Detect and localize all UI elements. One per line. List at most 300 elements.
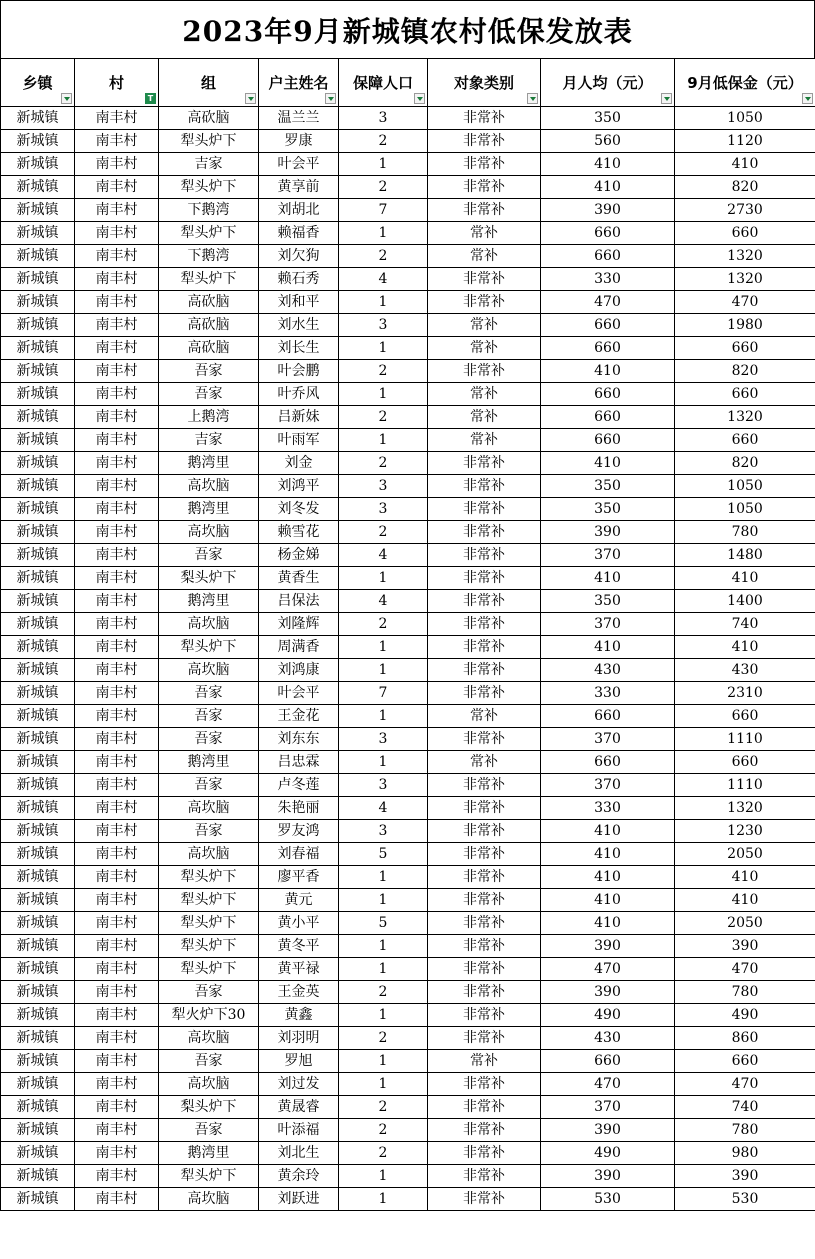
table-cell[interactable]: 南丰村 xyxy=(75,1027,159,1050)
table-cell[interactable]: 南丰村 xyxy=(75,705,159,728)
table-cell[interactable]: 犁头炉下 xyxy=(159,958,259,981)
table-cell[interactable]: 非常补 xyxy=(428,475,541,498)
table-cell[interactable]: 新城镇 xyxy=(1,981,75,1004)
table-cell[interactable]: 吾家 xyxy=(159,1119,259,1142)
table-cell[interactable]: 350 xyxy=(541,107,675,130)
table-cell[interactable]: 新城镇 xyxy=(1,613,75,636)
table-cell[interactable]: 2730 xyxy=(675,199,815,222)
table-cell[interactable]: 新城镇 xyxy=(1,1142,75,1165)
table-cell[interactable]: 新城镇 xyxy=(1,475,75,498)
table-cell[interactable]: 470 xyxy=(675,958,815,981)
table-cell[interactable]: 2 xyxy=(339,981,428,1004)
table-cell[interactable]: 660 xyxy=(541,337,675,360)
table-cell[interactable]: 410 xyxy=(541,866,675,889)
table-cell[interactable]: 吾家 xyxy=(159,682,259,705)
table-cell[interactable]: 高坎脑 xyxy=(159,797,259,820)
table-cell[interactable]: 犁头炉下 xyxy=(159,268,259,291)
table-cell[interactable]: 非常补 xyxy=(428,590,541,613)
table-cell[interactable]: 常补 xyxy=(428,222,541,245)
table-cell[interactable]: 新城镇 xyxy=(1,820,75,843)
table-cell[interactable]: 犁头炉下 xyxy=(159,222,259,245)
table-cell[interactable]: 新城镇 xyxy=(1,498,75,521)
table-cell[interactable]: 3 xyxy=(339,728,428,751)
table-cell[interactable]: 非常补 xyxy=(428,958,541,981)
table-cell[interactable]: 南丰村 xyxy=(75,1142,159,1165)
table-cell[interactable]: 高砍脑 xyxy=(159,107,259,130)
table-cell[interactable]: 吾家 xyxy=(159,705,259,728)
table-cell[interactable]: 非常补 xyxy=(428,682,541,705)
table-cell[interactable]: 860 xyxy=(675,1027,815,1050)
table-cell[interactable]: 470 xyxy=(541,958,675,981)
table-cell[interactable]: 390 xyxy=(541,521,675,544)
table-cell[interactable]: 410 xyxy=(675,889,815,912)
table-cell[interactable]: 470 xyxy=(541,291,675,314)
table-cell[interactable]: 犁头炉下 xyxy=(159,912,259,935)
table-cell[interactable]: 490 xyxy=(541,1004,675,1027)
table-cell[interactable]: 430 xyxy=(541,1027,675,1050)
table-cell[interactable]: 高坎脑 xyxy=(159,1073,259,1096)
table-cell[interactable]: 1 xyxy=(339,222,428,245)
table-cell[interactable]: 2 xyxy=(339,1142,428,1165)
table-cell[interactable]: 吾家 xyxy=(159,360,259,383)
table-cell[interactable]: 非常补 xyxy=(428,1027,541,1050)
table-cell[interactable]: 820 xyxy=(675,360,815,383)
table-cell[interactable]: 660 xyxy=(541,383,675,406)
table-cell[interactable]: 吾家 xyxy=(159,774,259,797)
table-cell[interactable]: 常补 xyxy=(428,406,541,429)
table-cell[interactable]: 南丰村 xyxy=(75,1165,159,1188)
table-cell[interactable]: 高坎脑 xyxy=(159,1188,259,1211)
table-cell[interactable]: 刘北生 xyxy=(259,1142,339,1165)
table-cell[interactable]: 刘长生 xyxy=(259,337,339,360)
table-cell[interactable]: 660 xyxy=(675,429,815,452)
table-cell[interactable]: 吾家 xyxy=(159,544,259,567)
table-cell[interactable]: 王金花 xyxy=(259,705,339,728)
table-cell[interactable]: 朱艳丽 xyxy=(259,797,339,820)
table-cell[interactable]: 3 xyxy=(339,107,428,130)
table-cell[interactable]: 犁头炉下 xyxy=(159,889,259,912)
table-cell[interactable]: 1320 xyxy=(675,797,815,820)
table-cell[interactable]: 新城镇 xyxy=(1,1188,75,1211)
table-cell[interactable]: 2 xyxy=(339,130,428,153)
table-cell[interactable]: 1 xyxy=(339,153,428,176)
table-cell[interactable]: 非常补 xyxy=(428,1096,541,1119)
table-cell[interactable]: 刘过发 xyxy=(259,1073,339,1096)
table-cell[interactable]: 新城镇 xyxy=(1,797,75,820)
table-cell[interactable]: 390 xyxy=(675,935,815,958)
table-cell[interactable]: 非常补 xyxy=(428,567,541,590)
table-cell[interactable]: 鹅湾里 xyxy=(159,590,259,613)
table-cell[interactable]: 660 xyxy=(541,222,675,245)
table-cell[interactable]: 非常补 xyxy=(428,820,541,843)
table-cell[interactable]: 390 xyxy=(541,981,675,1004)
table-cell[interactable]: 390 xyxy=(541,199,675,222)
table-cell[interactable]: 非常补 xyxy=(428,1142,541,1165)
table-cell[interactable]: 南丰村 xyxy=(75,1073,159,1096)
table-cell[interactable]: 4 xyxy=(339,797,428,820)
table-cell[interactable]: 1050 xyxy=(675,498,815,521)
table-cell[interactable]: 南丰村 xyxy=(75,268,159,291)
table-cell[interactable]: 新城镇 xyxy=(1,1119,75,1142)
table-cell[interactable]: 2 xyxy=(339,176,428,199)
table-cell[interactable]: 南丰村 xyxy=(75,383,159,406)
table-cell[interactable]: 南丰村 xyxy=(75,774,159,797)
table-cell[interactable]: 新城镇 xyxy=(1,222,75,245)
table-cell[interactable]: 1 xyxy=(339,1165,428,1188)
table-cell[interactable]: 南丰村 xyxy=(75,659,159,682)
table-cell[interactable]: 新城镇 xyxy=(1,130,75,153)
table-cell[interactable]: 1120 xyxy=(675,130,815,153)
table-cell[interactable]: 新城镇 xyxy=(1,268,75,291)
table-cell[interactable]: 叶会平 xyxy=(259,682,339,705)
table-cell[interactable]: 非常补 xyxy=(428,1188,541,1211)
table-cell[interactable]: 新城镇 xyxy=(1,889,75,912)
table-cell[interactable]: 赖石秀 xyxy=(259,268,339,291)
table-cell[interactable]: 南丰村 xyxy=(75,1188,159,1211)
table-cell[interactable]: 南丰村 xyxy=(75,222,159,245)
table-cell[interactable]: 740 xyxy=(675,1096,815,1119)
table-cell[interactable]: 350 xyxy=(541,590,675,613)
table-cell[interactable]: 吉家 xyxy=(159,153,259,176)
table-cell[interactable]: 新城镇 xyxy=(1,705,75,728)
table-cell[interactable]: 黄平禄 xyxy=(259,958,339,981)
table-cell[interactable]: 660 xyxy=(541,314,675,337)
table-cell[interactable]: 780 xyxy=(675,1119,815,1142)
table-cell[interactable]: 高坎脑 xyxy=(159,1027,259,1050)
table-cell[interactable]: 吾家 xyxy=(159,820,259,843)
table-cell[interactable]: 非常补 xyxy=(428,935,541,958)
table-cell[interactable]: 刘冬发 xyxy=(259,498,339,521)
table-cell[interactable]: 430 xyxy=(675,659,815,682)
table-cell[interactable]: 叶会鹏 xyxy=(259,360,339,383)
table-cell[interactable]: 犁头炉下 xyxy=(159,636,259,659)
table-cell[interactable]: 3 xyxy=(339,820,428,843)
table-cell[interactable]: 350 xyxy=(541,475,675,498)
table-cell[interactable]: 370 xyxy=(541,728,675,751)
table-cell[interactable]: 高砍脑 xyxy=(159,291,259,314)
table-cell[interactable]: 1050 xyxy=(675,107,815,130)
table-cell[interactable]: 高坎脑 xyxy=(159,475,259,498)
table-cell[interactable]: 南丰村 xyxy=(75,567,159,590)
table-cell[interactable]: 新城镇 xyxy=(1,958,75,981)
table-cell[interactable]: 吕新妹 xyxy=(259,406,339,429)
table-cell[interactable]: 新城镇 xyxy=(1,774,75,797)
table-cell[interactable]: 新城镇 xyxy=(1,912,75,935)
table-cell[interactable]: 820 xyxy=(675,176,815,199)
table-cell[interactable]: 刘春福 xyxy=(259,843,339,866)
table-cell[interactable]: 非常补 xyxy=(428,981,541,1004)
table-cell[interactable]: 1 xyxy=(339,705,428,728)
table-cell[interactable]: 2310 xyxy=(675,682,815,705)
table-cell[interactable]: 南丰村 xyxy=(75,751,159,774)
table-cell[interactable]: 高砍脑 xyxy=(159,314,259,337)
table-cell[interactable]: 南丰村 xyxy=(75,682,159,705)
table-cell[interactable]: 非常补 xyxy=(428,728,541,751)
table-cell[interactable]: 新城镇 xyxy=(1,360,75,383)
filter-dropdown-icon[interactable] xyxy=(61,93,72,104)
table-cell[interactable]: 非常补 xyxy=(428,452,541,475)
table-cell[interactable]: 吾家 xyxy=(159,728,259,751)
table-cell[interactable]: 刘和平 xyxy=(259,291,339,314)
table-cell[interactable]: 周满香 xyxy=(259,636,339,659)
table-cell[interactable]: 非常补 xyxy=(428,130,541,153)
table-cell[interactable]: 南丰村 xyxy=(75,130,159,153)
table-cell[interactable]: 南丰村 xyxy=(75,153,159,176)
table-cell[interactable]: 390 xyxy=(541,935,675,958)
table-cell[interactable]: 常补 xyxy=(428,429,541,452)
table-cell[interactable]: 2 xyxy=(339,521,428,544)
table-cell[interactable]: 上鹅湾 xyxy=(159,406,259,429)
table-cell[interactable]: 新城镇 xyxy=(1,1096,75,1119)
filter-dropdown-icon[interactable] xyxy=(414,93,425,104)
table-cell[interactable]: 新城镇 xyxy=(1,337,75,360)
table-cell[interactable]: 1 xyxy=(339,291,428,314)
table-cell[interactable]: 660 xyxy=(541,705,675,728)
table-cell[interactable]: 南丰村 xyxy=(75,613,159,636)
table-cell[interactable]: 1 xyxy=(339,636,428,659)
table-cell[interactable]: 刘欠狗 xyxy=(259,245,339,268)
table-cell[interactable]: 常补 xyxy=(428,337,541,360)
table-cell[interactable]: 刘鸿平 xyxy=(259,475,339,498)
table-cell[interactable]: 新城镇 xyxy=(1,1165,75,1188)
table-cell[interactable]: 黄余玲 xyxy=(259,1165,339,1188)
table-cell[interactable]: 非常补 xyxy=(428,268,541,291)
table-cell[interactable]: 660 xyxy=(541,1050,675,1073)
table-cell[interactable]: 2 xyxy=(339,360,428,383)
table-cell[interactable]: 黄晟睿 xyxy=(259,1096,339,1119)
table-cell[interactable]: 常补 xyxy=(428,705,541,728)
table-cell[interactable]: 非常补 xyxy=(428,176,541,199)
table-cell[interactable]: 非常补 xyxy=(428,774,541,797)
table-cell[interactable]: 980 xyxy=(675,1142,815,1165)
table-cell[interactable]: 2 xyxy=(339,452,428,475)
table-cell[interactable]: 鹅湾里 xyxy=(159,751,259,774)
table-cell[interactable]: 南丰村 xyxy=(75,797,159,820)
table-cell[interactable]: 罗康 xyxy=(259,130,339,153)
table-cell[interactable]: 1 xyxy=(339,337,428,360)
table-cell[interactable]: 410 xyxy=(541,567,675,590)
table-cell[interactable]: 370 xyxy=(541,774,675,797)
table-cell[interactable]: 叶会平 xyxy=(259,153,339,176)
table-cell[interactable]: 南丰村 xyxy=(75,590,159,613)
table-cell[interactable]: 1110 xyxy=(675,774,815,797)
table-cell[interactable]: 南丰村 xyxy=(75,866,159,889)
table-cell[interactable]: 鹅湾里 xyxy=(159,498,259,521)
table-cell[interactable]: 非常补 xyxy=(428,199,541,222)
table-cell[interactable]: 新城镇 xyxy=(1,1050,75,1073)
table-cell[interactable]: 410 xyxy=(541,452,675,475)
table-cell[interactable]: 7 xyxy=(339,682,428,705)
table-cell[interactable]: 南丰村 xyxy=(75,1096,159,1119)
table-cell[interactable]: 非常补 xyxy=(428,843,541,866)
table-cell[interactable]: 1320 xyxy=(675,245,815,268)
table-cell[interactable]: 410 xyxy=(675,153,815,176)
table-cell[interactable]: 犁火炉下30 xyxy=(159,1004,259,1027)
table-cell[interactable]: 黄冬平 xyxy=(259,935,339,958)
table-cell[interactable]: 330 xyxy=(541,682,675,705)
filter-dropdown-icon[interactable] xyxy=(802,93,813,104)
table-cell[interactable]: 南丰村 xyxy=(75,636,159,659)
table-cell[interactable]: 南丰村 xyxy=(75,498,159,521)
table-cell[interactable]: 刘鸿康 xyxy=(259,659,339,682)
table-cell[interactable]: 新城镇 xyxy=(1,1004,75,1027)
table-cell[interactable]: 犁头炉下 xyxy=(159,130,259,153)
table-cell[interactable]: 370 xyxy=(541,613,675,636)
table-cell[interactable]: 660 xyxy=(675,1050,815,1073)
filter-dropdown-icon[interactable] xyxy=(661,93,672,104)
table-cell[interactable]: 410 xyxy=(541,843,675,866)
table-cell[interactable]: 非常补 xyxy=(428,107,541,130)
table-cell[interactable]: 南丰村 xyxy=(75,889,159,912)
table-cell[interactable]: 南丰村 xyxy=(75,176,159,199)
table-cell[interactable]: 非常补 xyxy=(428,636,541,659)
table-cell[interactable]: 黄鑫 xyxy=(259,1004,339,1027)
table-cell[interactable]: 390 xyxy=(675,1165,815,1188)
table-cell[interactable]: 新城镇 xyxy=(1,659,75,682)
table-cell[interactable]: 南丰村 xyxy=(75,452,159,475)
table-cell[interactable]: 南丰村 xyxy=(75,475,159,498)
table-cell[interactable]: 非常补 xyxy=(428,659,541,682)
table-cell[interactable]: 新城镇 xyxy=(1,452,75,475)
table-cell[interactable]: 410 xyxy=(541,176,675,199)
table-cell[interactable]: 刘金 xyxy=(259,452,339,475)
table-cell[interactable]: 2050 xyxy=(675,912,815,935)
table-cell[interactable]: 梨头炉下 xyxy=(159,1096,259,1119)
table-cell[interactable]: 叶雨军 xyxy=(259,429,339,452)
table-cell[interactable]: 410 xyxy=(675,567,815,590)
table-cell[interactable]: 410 xyxy=(675,866,815,889)
table-cell[interactable]: 黄香生 xyxy=(259,567,339,590)
table-cell[interactable]: 5 xyxy=(339,843,428,866)
table-cell[interactable]: 新城镇 xyxy=(1,176,75,199)
table-cell[interactable]: 南丰村 xyxy=(75,981,159,1004)
table-cell[interactable]: 新城镇 xyxy=(1,521,75,544)
table-cell[interactable]: 卢冬莲 xyxy=(259,774,339,797)
table-cell[interactable]: 叶添福 xyxy=(259,1119,339,1142)
table-cell[interactable]: 3 xyxy=(339,475,428,498)
table-cell[interactable]: 南丰村 xyxy=(75,314,159,337)
table-cell[interactable]: 新城镇 xyxy=(1,728,75,751)
table-cell[interactable]: 330 xyxy=(541,797,675,820)
table-cell[interactable]: 新城镇 xyxy=(1,291,75,314)
table-cell[interactable]: 1050 xyxy=(675,475,815,498)
table-cell[interactable]: 刘隆辉 xyxy=(259,613,339,636)
table-cell[interactable]: 新城镇 xyxy=(1,153,75,176)
table-cell[interactable]: 南丰村 xyxy=(75,245,159,268)
table-cell[interactable]: 1480 xyxy=(675,544,815,567)
table-cell[interactable]: 530 xyxy=(675,1188,815,1211)
table-cell[interactable]: 南丰村 xyxy=(75,728,159,751)
table-cell[interactable]: 叶乔风 xyxy=(259,383,339,406)
table-cell[interactable]: 常补 xyxy=(428,751,541,774)
table-cell[interactable]: 非常补 xyxy=(428,912,541,935)
table-cell[interactable]: 660 xyxy=(675,383,815,406)
table-cell[interactable]: 350 xyxy=(541,498,675,521)
table-cell[interactable]: 高坎脑 xyxy=(159,843,259,866)
table-cell[interactable]: 刘水生 xyxy=(259,314,339,337)
table-cell[interactable]: 新城镇 xyxy=(1,406,75,429)
table-cell[interactable]: 南丰村 xyxy=(75,199,159,222)
table-cell[interactable]: 南丰村 xyxy=(75,107,159,130)
table-cell[interactable]: 2 xyxy=(339,1119,428,1142)
table-cell[interactable]: 410 xyxy=(541,889,675,912)
table-cell[interactable]: 非常补 xyxy=(428,521,541,544)
table-cell[interactable]: 南丰村 xyxy=(75,337,159,360)
table-cell[interactable]: 3 xyxy=(339,498,428,521)
table-cell[interactable]: 1110 xyxy=(675,728,815,751)
table-cell[interactable]: 非常补 xyxy=(428,866,541,889)
table-cell[interactable]: 南丰村 xyxy=(75,291,159,314)
table-cell[interactable]: 南丰村 xyxy=(75,1119,159,1142)
table-cell[interactable]: 470 xyxy=(541,1073,675,1096)
table-cell[interactable]: 南丰村 xyxy=(75,360,159,383)
table-cell[interactable]: 410 xyxy=(541,636,675,659)
table-cell[interactable]: 非常补 xyxy=(428,498,541,521)
table-cell[interactable]: 非常补 xyxy=(428,889,541,912)
table-cell[interactable]: 2 xyxy=(339,613,428,636)
table-cell[interactable]: 吕保法 xyxy=(259,590,339,613)
table-cell[interactable]: 非常补 xyxy=(428,1165,541,1188)
table-cell[interactable]: 新城镇 xyxy=(1,567,75,590)
table-cell[interactable]: 560 xyxy=(541,130,675,153)
filter-dropdown-icon[interactable] xyxy=(527,93,538,104)
table-cell[interactable]: 820 xyxy=(675,452,815,475)
table-cell[interactable]: 非常补 xyxy=(428,544,541,567)
table-cell[interactable]: 1 xyxy=(339,1050,428,1073)
table-cell[interactable]: 高坎脑 xyxy=(159,613,259,636)
table-cell[interactable]: 南丰村 xyxy=(75,1050,159,1073)
table-cell[interactable]: 黄享前 xyxy=(259,176,339,199)
table-cell[interactable]: 南丰村 xyxy=(75,406,159,429)
table-cell[interactable]: 780 xyxy=(675,981,815,1004)
table-cell[interactable]: 赖雪花 xyxy=(259,521,339,544)
table-cell[interactable]: 南丰村 xyxy=(75,1004,159,1027)
table-cell[interactable]: 1 xyxy=(339,567,428,590)
table-cell[interactable]: 温兰兰 xyxy=(259,107,339,130)
table-cell[interactable]: 410 xyxy=(675,636,815,659)
table-cell[interactable]: 新城镇 xyxy=(1,843,75,866)
table-cell[interactable]: 新城镇 xyxy=(1,199,75,222)
table-cell[interactable]: 南丰村 xyxy=(75,935,159,958)
table-cell[interactable]: 1230 xyxy=(675,820,815,843)
table-cell[interactable]: 1 xyxy=(339,1004,428,1027)
table-cell[interactable]: 2 xyxy=(339,406,428,429)
table-cell[interactable]: 非常补 xyxy=(428,1073,541,1096)
table-cell[interactable]: 鹅湾里 xyxy=(159,1142,259,1165)
table-cell[interactable]: 470 xyxy=(675,1073,815,1096)
table-cell[interactable]: 1 xyxy=(339,1073,428,1096)
table-cell[interactable]: 新城镇 xyxy=(1,544,75,567)
table-cell[interactable]: 1320 xyxy=(675,268,815,291)
table-cell[interactable]: 4 xyxy=(339,268,428,291)
table-cell[interactable]: 490 xyxy=(541,1142,675,1165)
table-cell[interactable]: 犁头炉下 xyxy=(159,935,259,958)
table-cell[interactable]: 530 xyxy=(541,1188,675,1211)
table-cell[interactable]: 1 xyxy=(339,866,428,889)
table-cell[interactable]: 330 xyxy=(541,268,675,291)
table-cell[interactable]: 7 xyxy=(339,199,428,222)
table-cell[interactable]: 梨头炉下 xyxy=(159,567,259,590)
table-cell[interactable]: 非常补 xyxy=(428,797,541,820)
table-cell[interactable]: 410 xyxy=(541,360,675,383)
table-cell[interactable]: 660 xyxy=(675,222,815,245)
table-cell[interactable]: 4 xyxy=(339,590,428,613)
table-cell[interactable]: 罗友鸿 xyxy=(259,820,339,843)
table-cell[interactable]: 黄小平 xyxy=(259,912,339,935)
table-cell[interactable]: 王金英 xyxy=(259,981,339,1004)
table-cell[interactable]: 犁头炉下 xyxy=(159,176,259,199)
table-cell[interactable]: 新城镇 xyxy=(1,429,75,452)
